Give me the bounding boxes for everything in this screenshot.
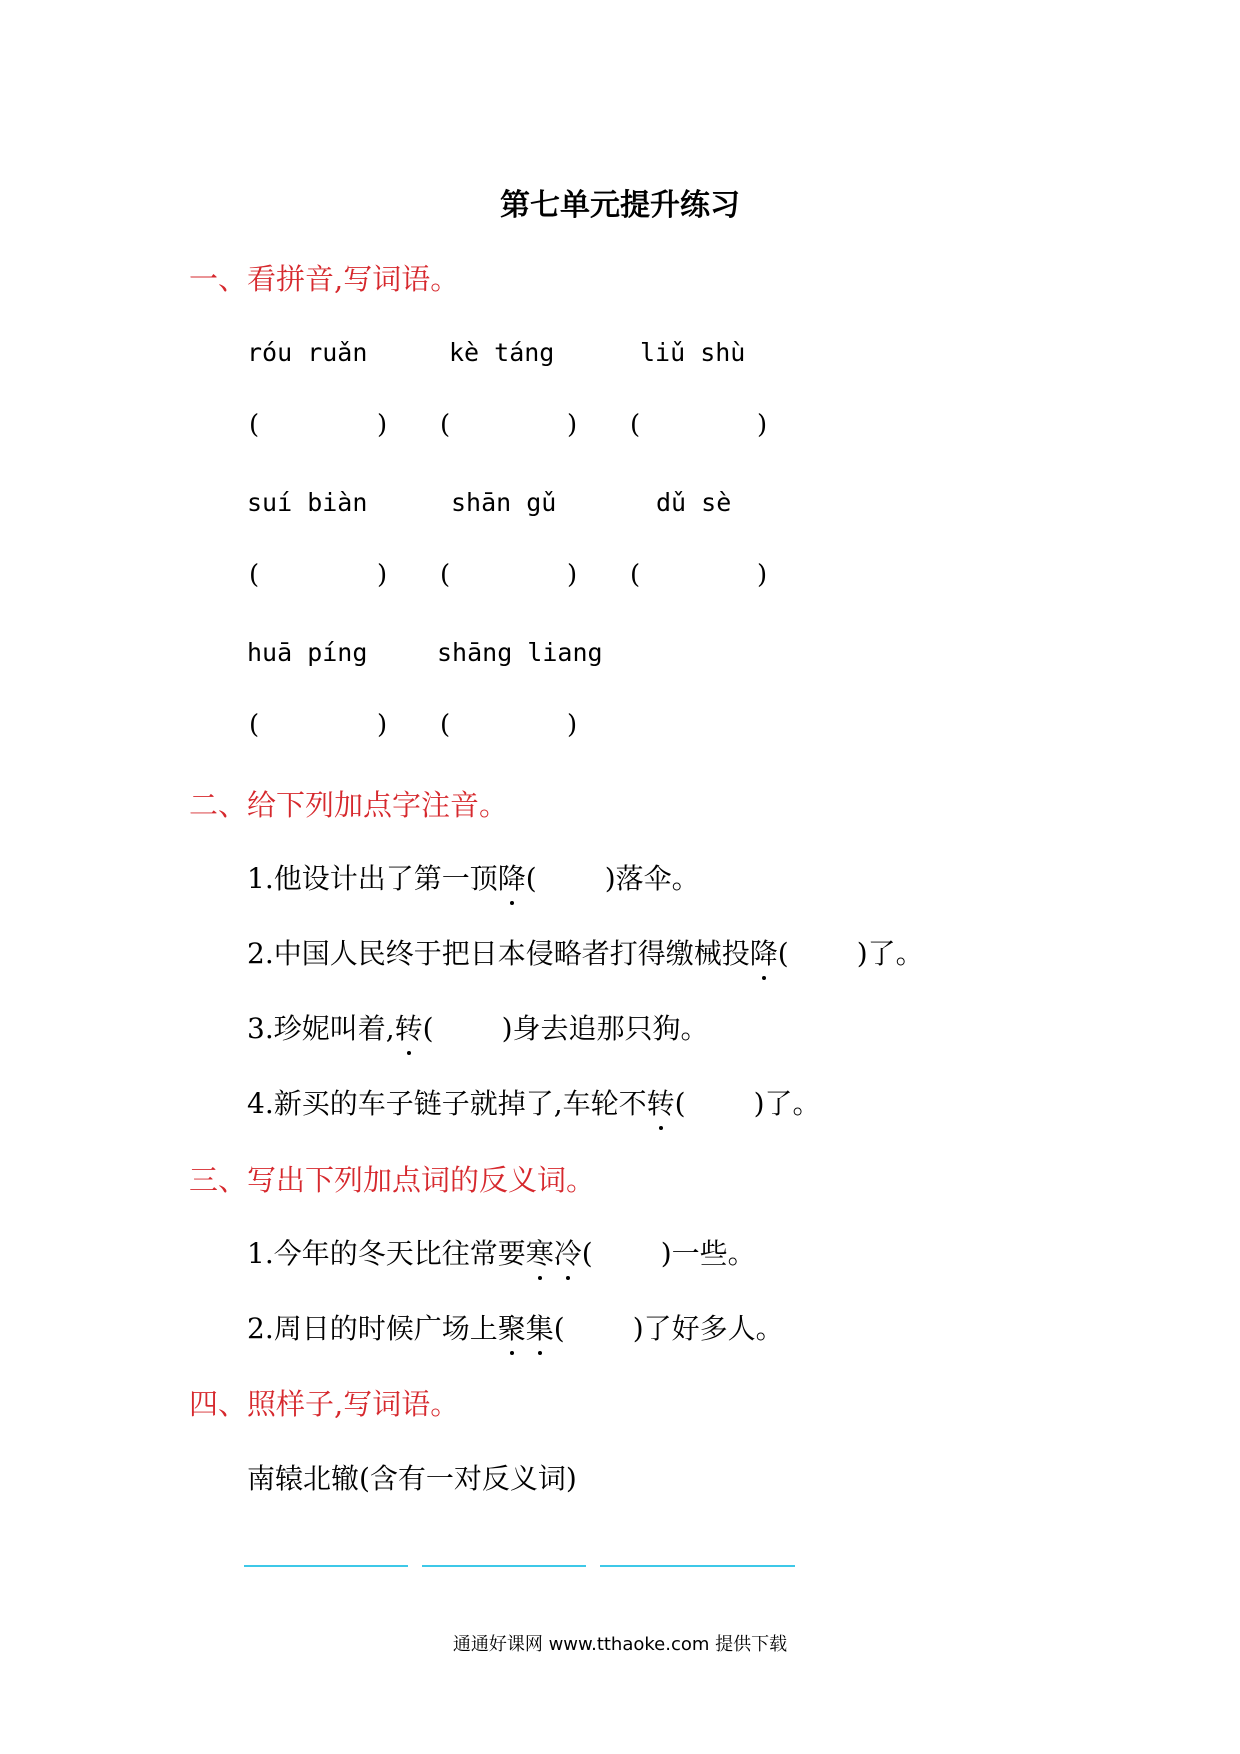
exercise-line (247, 1307, 784, 1347)
answer-paren-close: ) (757, 410, 768, 440)
answer-paren-open: ( (581, 1237, 593, 1270)
example-word: 南辕北辙(含有一对反义词) (247, 1462, 577, 1495)
answer-underline[interactable] (422, 1565, 586, 1567)
answer-paren-close: ) (660, 1237, 672, 1270)
answer-paren-close: ) (856, 937, 868, 970)
dotted-character: 降 (498, 857, 526, 897)
section-4-heading: 四、照样子,写词语。 (189, 1387, 460, 1421)
answer-paren-open: ( (249, 710, 260, 740)
page-title: 第七单元提升练习 (500, 188, 740, 223)
answer-paren-open: ( (630, 410, 641, 440)
exercise-line (247, 857, 700, 897)
answer-paren-close: ) (567, 710, 578, 740)
item-number: 2. (247, 1312, 274, 1345)
answer-paren-open: ( (777, 937, 789, 970)
pinyin-8: shāng liang (437, 638, 603, 667)
item-number: 2. (247, 937, 274, 970)
pinyin-2: kè táng (449, 338, 555, 367)
sentence-text: 周日的时候广场上 (273, 1312, 498, 1345)
answer-paren-close: ) (632, 1312, 644, 1345)
item-number: 1. (247, 1237, 274, 1270)
answer-paren-open: ( (249, 560, 260, 590)
dotted-character: 降 (750, 932, 778, 972)
answer-paren-open: ( (674, 1087, 686, 1120)
answer-paren-open: ( (422, 1012, 434, 1045)
sentence-text: 他设计出了第一顶 (273, 862, 498, 895)
sentence-text: 新买的车子链子就掉了,车轮不 (273, 1087, 647, 1120)
answer-paren-open: ( (440, 710, 451, 740)
answer-paren-close: ) (567, 410, 578, 440)
sentence-text: 了好多人。 (643, 1312, 784, 1345)
sentence-text: 了。 (764, 1087, 821, 1120)
exercise-line (247, 1232, 756, 1272)
answer-paren-open: ( (553, 1312, 565, 1345)
answer-paren-close: ) (757, 560, 768, 590)
answer-underline[interactable] (600, 1565, 795, 1567)
pinyin-1: róu ruǎn (247, 338, 368, 367)
answer-paren-close: ) (377, 410, 388, 440)
answer-paren-close: ) (501, 1012, 513, 1045)
sentence-text: 今年的冬天比往常要 (273, 1237, 526, 1270)
sentence-text: 一些。 (671, 1237, 756, 1270)
answer-underline[interactable] (244, 1565, 408, 1567)
dotted-character: 转 (647, 1082, 675, 1122)
exercise-line (247, 932, 924, 972)
section-3-heading: 三、写出下列加点词的反义词。 (189, 1163, 596, 1197)
answer-paren-close: ) (753, 1087, 765, 1120)
pinyin-5: shān gǔ (451, 488, 557, 517)
answer-paren-open: ( (630, 560, 641, 590)
dotted-character: 集 (526, 1307, 554, 1347)
section-1-heading: 一、看拼音,写词语。 (189, 262, 460, 296)
answer-paren-open: ( (249, 410, 260, 440)
dotted-character: 冷 (554, 1232, 582, 1272)
dotted-character: 转 (395, 1007, 423, 1047)
exercise-line (247, 1082, 821, 1122)
footer-credit: 通通好课网 www.tthaoke.com 提供下载 (452, 1634, 788, 1655)
item-number: 3. (247, 1012, 274, 1045)
answer-paren-close: ) (567, 560, 578, 590)
answer-paren-close: ) (377, 710, 388, 740)
item-number: 4. (247, 1087, 274, 1120)
dotted-character: 寒 (526, 1232, 554, 1272)
sentence-text: 身去追那只狗。 (512, 1012, 709, 1045)
sentence-text: 珍妮叫着, (273, 1012, 395, 1045)
section-2-heading: 二、给下列加点字注音。 (189, 788, 509, 822)
answer-paren-open: ( (525, 862, 537, 895)
answer-paren-close: ) (377, 560, 388, 590)
pinyin-3: liǔ shù (640, 338, 746, 367)
item-number: 1. (247, 862, 274, 895)
pinyin-4: suí biàn (247, 488, 368, 517)
sentence-text: 中国人民终于把日本侵略者打得缴械投 (273, 937, 750, 970)
sentence-text: 了。 (867, 937, 924, 970)
dotted-character: 聚 (498, 1307, 526, 1347)
exercise-line (247, 1007, 709, 1047)
answer-paren-open: ( (440, 560, 451, 590)
pinyin-6: dǔ sè (656, 488, 732, 517)
answer-paren-open: ( (440, 410, 451, 440)
pinyin-7: huā píng (247, 638, 368, 667)
answer-paren-close: ) (604, 862, 616, 895)
sentence-text: 落伞。 (615, 862, 700, 895)
